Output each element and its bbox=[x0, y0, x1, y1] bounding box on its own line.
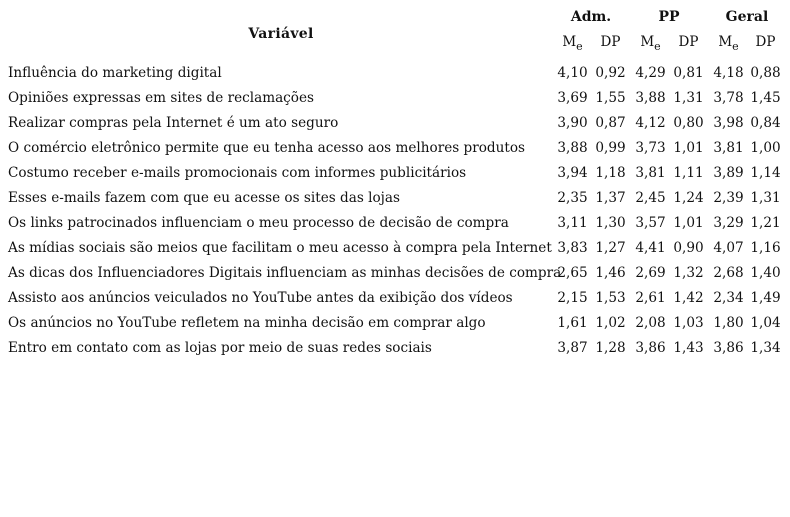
row-label: Os anúncios no YouTube refletem na minha decisão em comprar algo bbox=[8, 315, 486, 331]
mean-header-pp: $M_e$ bbox=[640, 34, 661, 53]
value-cell: 1,32 bbox=[673, 265, 704, 281]
value-cell: 3,94 bbox=[557, 165, 588, 181]
row-label: Os links patrocinados influenciam o meu processo de decisão de compra bbox=[8, 215, 509, 231]
value-cell: 1,80 bbox=[713, 315, 744, 331]
value-cell: 4,10 bbox=[557, 65, 588, 81]
value-cell: 1,11 bbox=[673, 165, 704, 181]
value-cell: 2,08 bbox=[635, 315, 666, 331]
table-row bbox=[6, 135, 786, 160]
value-cell: 1,31 bbox=[673, 90, 704, 106]
statistics-table bbox=[6, 6, 786, 360]
value-cell: 1,00 bbox=[750, 140, 781, 156]
table-row bbox=[6, 210, 786, 235]
value-cell: 1,02 bbox=[595, 315, 626, 331]
value-cell: 3,86 bbox=[635, 340, 666, 356]
table-header bbox=[6, 6, 786, 60]
table-row bbox=[6, 335, 786, 360]
table-row bbox=[6, 285, 786, 310]
value-cell: 1,04 bbox=[750, 315, 781, 331]
value-cell: 1,21 bbox=[750, 215, 781, 231]
value-cell: 4,12 bbox=[635, 115, 666, 131]
value-cell: 4,07 bbox=[713, 240, 744, 256]
table-row bbox=[6, 260, 786, 285]
value-cell: 1,01 bbox=[673, 215, 704, 231]
value-cell: 1,27 bbox=[595, 240, 626, 256]
value-cell: 1,31 bbox=[750, 190, 781, 206]
value-cell: 3,89 bbox=[713, 165, 744, 181]
value-cell: 0,84 bbox=[750, 115, 781, 131]
row-label: Costumo receber e-mails promocionais com informes publicitários bbox=[8, 165, 467, 181]
value-cell: 1,16 bbox=[750, 240, 781, 256]
sd-header-geral: DP bbox=[755, 34, 776, 50]
row-label: As mídias sociais são meios que facilitam o meu acesso à compra pela Internet bbox=[8, 240, 552, 256]
value-cell: 1,43 bbox=[673, 340, 704, 356]
row-label: Assisto aos anúncios veiculados no YouTube antes da exibição dos vídeos bbox=[8, 290, 513, 306]
value-cell: 1,61 bbox=[557, 315, 588, 331]
value-cell: 4,29 bbox=[635, 65, 666, 81]
value-cell: 2,61 bbox=[635, 290, 666, 306]
table-row bbox=[6, 310, 786, 335]
row-label: Entro em contato com as lojas por meio de suas redes sociais bbox=[8, 340, 432, 356]
value-cell: 3,11 bbox=[557, 215, 588, 231]
table-row bbox=[6, 235, 786, 260]
value-cell: 1,24 bbox=[673, 190, 704, 206]
value-cell: 2,69 bbox=[635, 265, 666, 281]
table-row bbox=[6, 60, 786, 85]
value-cell: 1,49 bbox=[750, 290, 781, 306]
row-label: Influência do marketing digital bbox=[8, 65, 222, 81]
mean-header-geral: $M_e$ bbox=[718, 34, 739, 53]
mean-header-adm: $M_e$ bbox=[562, 34, 583, 53]
row-label: Opiniões expressas em sites de reclamações bbox=[8, 90, 315, 106]
value-cell: 2,39 bbox=[713, 190, 744, 206]
value-cell: 0,92 bbox=[595, 65, 626, 81]
value-cell: 0,90 bbox=[673, 240, 704, 256]
value-cell: 1,37 bbox=[595, 190, 626, 206]
value-cell: 3,83 bbox=[557, 240, 588, 256]
value-cell: 3,86 bbox=[713, 340, 744, 356]
sd-header-pp: DP bbox=[678, 34, 699, 50]
value-cell: 1,42 bbox=[673, 290, 704, 306]
group-header-pp: PP bbox=[658, 9, 680, 25]
group-header-adm: Adm. bbox=[570, 9, 612, 25]
row-label: As dicas dos Influenciadores Digitais influenciam as minhas decisões de compra bbox=[8, 265, 562, 281]
value-cell: 0,81 bbox=[673, 65, 704, 81]
row-label: Realizar compras pela Internet é um ato seguro bbox=[8, 115, 339, 131]
value-cell: 3,73 bbox=[635, 140, 666, 156]
value-cell: 2,35 bbox=[557, 190, 588, 206]
value-cell: 3,87 bbox=[557, 340, 588, 356]
value-cell: 2,45 bbox=[635, 190, 666, 206]
value-cell: 1,45 bbox=[750, 90, 781, 106]
value-cell: 1,53 bbox=[595, 290, 626, 306]
value-cell: 4,18 bbox=[713, 65, 744, 81]
value-cell: 2,65 bbox=[557, 265, 588, 281]
value-cell: 3,78 bbox=[713, 90, 744, 106]
value-cell: 1,40 bbox=[750, 265, 781, 281]
variable-column-header: Variável bbox=[248, 26, 314, 42]
value-cell: 1,46 bbox=[595, 265, 626, 281]
table-body bbox=[6, 60, 786, 360]
value-cell: 0,87 bbox=[595, 115, 626, 131]
value-cell: 1,01 bbox=[673, 140, 704, 156]
value-cell: 3,98 bbox=[713, 115, 744, 131]
row-label: Esses e-mails fazem com que eu acesse os sites das lojas bbox=[8, 190, 400, 206]
sd-header-adm: DP bbox=[600, 34, 621, 50]
value-cell: 1,18 bbox=[595, 165, 626, 181]
value-cell: 1,14 bbox=[750, 165, 781, 181]
value-cell: 3,88 bbox=[635, 90, 666, 106]
value-cell: 3,81 bbox=[635, 165, 666, 181]
table-row bbox=[6, 85, 786, 110]
table-row bbox=[6, 110, 786, 135]
value-cell: 3,69 bbox=[557, 90, 588, 106]
value-cell: 0,99 bbox=[595, 140, 626, 156]
group-header-geral: Geral bbox=[725, 9, 769, 25]
value-cell: 2,68 bbox=[713, 265, 744, 281]
value-cell: 2,34 bbox=[713, 290, 744, 306]
value-cell: 3,90 bbox=[557, 115, 588, 131]
value-cell: 0,80 bbox=[673, 115, 704, 131]
value-cell: 0,88 bbox=[750, 65, 781, 81]
value-cell: 1,30 bbox=[595, 215, 626, 231]
row-label: O comércio eletrônico permite que eu tenha acesso aos melhores produtos bbox=[8, 140, 525, 156]
value-cell: 3,88 bbox=[557, 140, 588, 156]
table-row bbox=[6, 185, 786, 210]
value-cell: 1,28 bbox=[595, 340, 626, 356]
value-cell: 3,29 bbox=[713, 215, 744, 231]
value-cell: 2,15 bbox=[557, 290, 588, 306]
value-cell: 3,57 bbox=[635, 215, 666, 231]
value-cell: 3,81 bbox=[713, 140, 744, 156]
value-cell: 4,41 bbox=[635, 240, 666, 256]
value-cell: 1,03 bbox=[673, 315, 704, 331]
table-row bbox=[6, 160, 786, 185]
value-cell: 1,34 bbox=[750, 340, 781, 356]
value-cell: 1,55 bbox=[595, 90, 626, 106]
